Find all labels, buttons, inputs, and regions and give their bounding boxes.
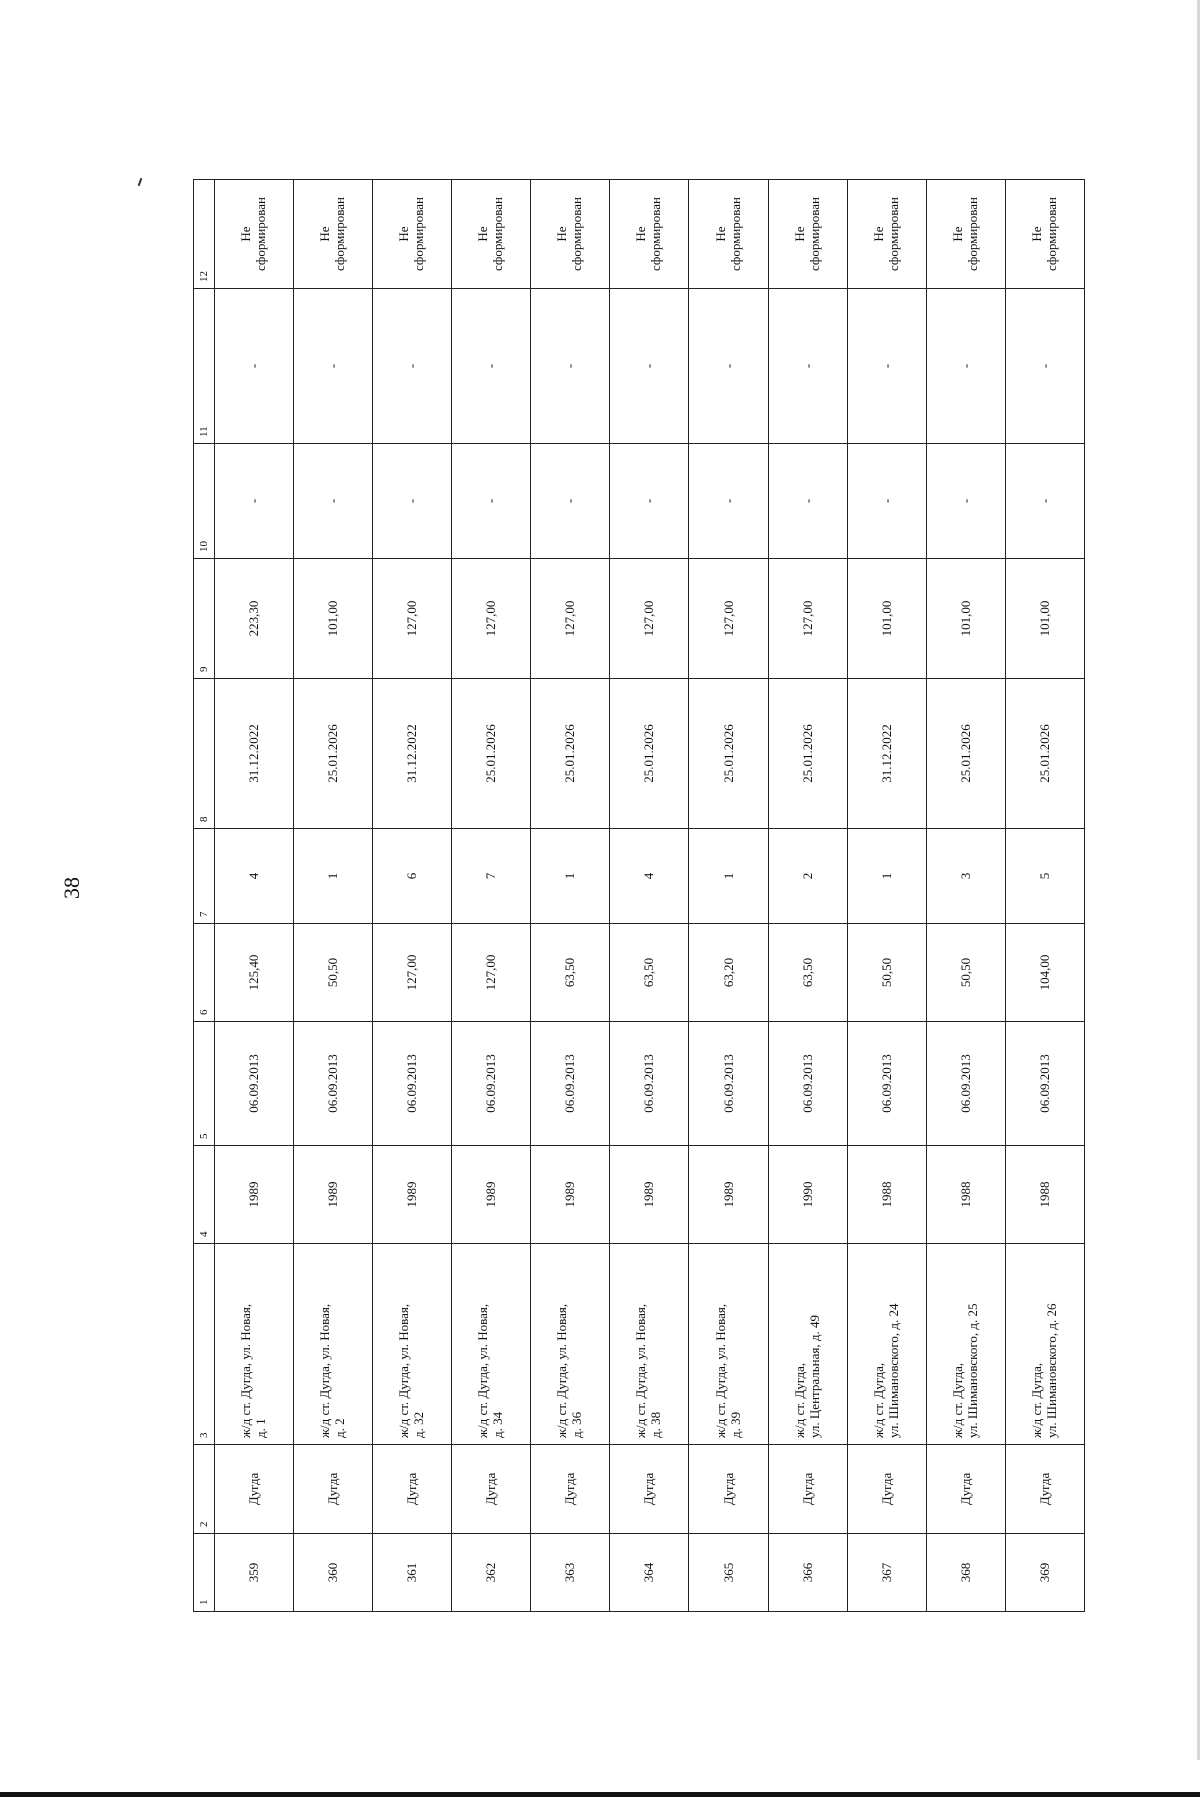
status-line-1: Не: [949, 226, 965, 242]
cell-year: 1989: [215, 1146, 294, 1244]
cell-locality: Дугда: [768, 1445, 847, 1534]
housing-register-table: [193, 179, 1085, 1612]
cell-locality: Дугда: [215, 1445, 294, 1534]
cell-locality: Дугда: [689, 1445, 768, 1534]
cell-col11: -: [294, 289, 373, 444]
cell-address: [373, 1244, 452, 1445]
status-line-2: сформирован: [332, 196, 348, 272]
cell-number: 362: [452, 1534, 531, 1612]
cell-area: 127,00: [452, 924, 531, 1022]
cell-count: 1: [847, 829, 926, 924]
cell-col10: -: [610, 444, 689, 559]
cell-number: 359: [215, 1534, 294, 1612]
table-row: [689, 180, 768, 1612]
cell-col10: -: [1005, 444, 1084, 559]
status-line-1: Не: [396, 226, 412, 242]
cell-deadline: 31.12.2022: [215, 679, 294, 829]
cell-address: [215, 1244, 294, 1445]
cell-number: 365: [689, 1534, 768, 1612]
column-header-5: 5: [194, 1022, 215, 1146]
cell-locality: Дугда: [1005, 1445, 1084, 1534]
cell-deadline: 31.12.2022: [373, 679, 452, 829]
address-line-1: ж/д ст. Дугда, ул. Новая,: [317, 1303, 333, 1438]
cell-total-area: 127,00: [531, 559, 610, 679]
table-row: [373, 180, 452, 1612]
cell-number: 367: [847, 1534, 926, 1612]
cell-year: 1988: [926, 1146, 1005, 1244]
cell-year: 1989: [689, 1146, 768, 1244]
cell-number: 363: [531, 1534, 610, 1612]
cell-col11: -: [1005, 289, 1084, 444]
cell-total-area: 127,00: [768, 559, 847, 679]
cell-col11: -: [768, 289, 847, 444]
cell-status: [215, 180, 294, 289]
cell-deadline: 25.01.2026: [610, 679, 689, 829]
scan-edge-bottom: [0, 1792, 1200, 1797]
cell-count: 1: [294, 829, 373, 924]
column-header-8: 8: [194, 679, 215, 829]
address-line-1: ж/д ст. Дугда,: [949, 1362, 965, 1438]
cell-year: 1990: [768, 1146, 847, 1244]
status-line-2: сформирован: [411, 196, 427, 272]
cell-year: 1988: [1005, 1146, 1084, 1244]
cell-count: 6: [373, 829, 452, 924]
status-line-1: Не: [238, 226, 254, 242]
cell-area: 63,50: [768, 924, 847, 1022]
cell-date: 06.09.2013: [926, 1022, 1005, 1146]
column-header-6: 6: [194, 924, 215, 1022]
header-row: [194, 180, 215, 1612]
cell-count: 1: [531, 829, 610, 924]
cell-year: 1989: [294, 1146, 373, 1244]
status-line-2: сформирован: [1043, 196, 1059, 272]
cell-area: 50,50: [847, 924, 926, 1022]
cell-col11: -: [847, 289, 926, 444]
cell-year: 1988: [847, 1146, 926, 1244]
address-line-1: ж/д ст. Дугда, ул. Новая,: [238, 1303, 254, 1438]
cell-area: 50,50: [294, 924, 373, 1022]
address-line-2: д. 38: [648, 1411, 664, 1438]
cell-status: [847, 180, 926, 289]
cell-area: 63,50: [531, 924, 610, 1022]
cell-col10: -: [847, 444, 926, 559]
cell-total-area: 101,00: [1005, 559, 1084, 679]
cell-address: [847, 1244, 926, 1445]
table-row: [610, 180, 689, 1612]
cell-year: 1989: [373, 1146, 452, 1244]
cell-locality: Дугда: [847, 1445, 926, 1534]
address-line-2: ул. Центральная, д. 49: [806, 1315, 822, 1438]
cell-status: [531, 180, 610, 289]
address-line-1: ж/д ст. Дугда,: [791, 1362, 807, 1438]
cell-address: [531, 1244, 610, 1445]
cell-deadline: 31.12.2022: [847, 679, 926, 829]
address-line-1: ж/д ст. Дугда, ул. Новая,: [554, 1303, 570, 1438]
cell-year: 1989: [452, 1146, 531, 1244]
cell-count: 3: [926, 829, 1005, 924]
cell-number: 360: [294, 1534, 373, 1612]
column-header-10: 10: [194, 444, 215, 559]
cell-year: 1989: [610, 1146, 689, 1244]
cell-status: [452, 180, 531, 289]
table-row: [452, 180, 531, 1612]
cell-number: 369: [1005, 1534, 1084, 1612]
cell-date: 06.09.2013: [373, 1022, 452, 1146]
cell-status: [373, 180, 452, 289]
cell-locality: Дугда: [294, 1445, 373, 1534]
cell-status: [926, 180, 1005, 289]
column-header-1: 1: [194, 1534, 215, 1612]
cell-col11: -: [926, 289, 1005, 444]
cell-col10: -: [294, 444, 373, 559]
column-header-12: 12: [194, 180, 215, 289]
status-line-1: Не: [554, 226, 570, 242]
column-header-11: 11: [194, 289, 215, 444]
cell-address: [610, 1244, 689, 1445]
cell-total-area: 127,00: [610, 559, 689, 679]
cell-address: [294, 1244, 373, 1445]
cell-count: 4: [215, 829, 294, 924]
address-line-2: д. 36: [569, 1411, 585, 1438]
address-line-1: ж/д ст. Дугда,: [870, 1362, 886, 1438]
rotated-table-wrapper: [193, 180, 1085, 1612]
address-line-2: ул. Шимановского, д. 26: [1043, 1303, 1059, 1438]
cell-total-area: 101,00: [847, 559, 926, 679]
cell-col10: -: [373, 444, 452, 559]
status-line-2: сформирован: [727, 196, 743, 272]
cell-date: 06.09.2013: [768, 1022, 847, 1146]
status-line-1: Не: [317, 226, 333, 242]
cell-col11: -: [610, 289, 689, 444]
cell-number: 366: [768, 1534, 847, 1612]
cell-col10: -: [215, 444, 294, 559]
cell-count: 5: [1005, 829, 1084, 924]
stray-mark: [138, 178, 143, 186]
table-body: [215, 180, 1085, 1612]
cell-date: 06.09.2013: [610, 1022, 689, 1146]
cell-status: [294, 180, 373, 289]
status-line-2: сформирован: [964, 196, 980, 272]
cell-locality: Дугда: [610, 1445, 689, 1534]
cell-col11: -: [373, 289, 452, 444]
cell-count: 2: [768, 829, 847, 924]
cell-total-area: 127,00: [689, 559, 768, 679]
column-header-3: 3: [194, 1244, 215, 1445]
cell-count: 7: [452, 829, 531, 924]
status-line-2: сформирован: [806, 196, 822, 272]
column-header-2: 2: [194, 1445, 215, 1534]
cell-area: 127,00: [373, 924, 452, 1022]
cell-deadline: 25.01.2026: [689, 679, 768, 829]
status-line-1: Не: [791, 226, 807, 242]
status-line-1: Не: [633, 226, 649, 242]
cell-date: 06.09.2013: [531, 1022, 610, 1146]
cell-col11: -: [452, 289, 531, 444]
status-line-2: сформирован: [885, 196, 901, 272]
cell-count: 1: [689, 829, 768, 924]
status-line-2: сформирован: [490, 196, 506, 272]
status-line-1: Не: [870, 226, 886, 242]
cell-area: 50,50: [926, 924, 1005, 1022]
cell-locality: Дугда: [373, 1445, 452, 1534]
cell-deadline: 25.01.2026: [1005, 679, 1084, 829]
cell-deadline: 25.01.2026: [531, 679, 610, 829]
status-line-2: сформирован: [648, 196, 664, 272]
cell-number: 361: [373, 1534, 452, 1612]
cell-col10: -: [531, 444, 610, 559]
cell-status: [768, 180, 847, 289]
cell-address: [768, 1244, 847, 1445]
status-line-1: Не: [712, 226, 728, 242]
table-row: [531, 180, 610, 1612]
cell-deadline: 25.01.2026: [926, 679, 1005, 829]
cell-col10: -: [926, 444, 1005, 559]
cell-area: 104,00: [1005, 924, 1084, 1022]
cell-number: 368: [926, 1534, 1005, 1612]
address-line-2: д. 32: [411, 1411, 427, 1438]
cell-total-area: 223,30: [215, 559, 294, 679]
cell-address: [452, 1244, 531, 1445]
cell-deadline: 25.01.2026: [294, 679, 373, 829]
address-line-2: д. 2: [332, 1418, 348, 1438]
page-number: 38: [59, 877, 84, 899]
column-header-4: 4: [194, 1146, 215, 1244]
cell-area: 125,40: [215, 924, 294, 1022]
address-line-2: ул. Шимановского, д. 24: [885, 1303, 901, 1438]
cell-total-area: 127,00: [373, 559, 452, 679]
cell-count: 4: [610, 829, 689, 924]
table-row: [926, 180, 1005, 1612]
column-header-9: 9: [194, 559, 215, 679]
status-line-1: Не: [1028, 226, 1044, 242]
cell-col11: -: [215, 289, 294, 444]
cell-status: [1005, 180, 1084, 289]
cell-total-area: 127,00: [452, 559, 531, 679]
cell-locality: Дугда: [926, 1445, 1005, 1534]
address-line-1: ж/д ст. Дугда, ул. Новая,: [475, 1303, 491, 1438]
cell-status: [689, 180, 768, 289]
cell-col10: -: [768, 444, 847, 559]
address-line-2: д. 34: [490, 1411, 506, 1438]
address-line-1: ж/д ст. Дугда, ул. Новая,: [633, 1303, 649, 1438]
status-line-1: Не: [475, 226, 491, 242]
address-line-1: ж/д ст. Дугда,: [1028, 1362, 1044, 1438]
cell-address: [689, 1244, 768, 1445]
cell-address: [926, 1244, 1005, 1445]
cell-date: 06.09.2013: [847, 1022, 926, 1146]
cell-col10: -: [689, 444, 768, 559]
cell-area: 63,50: [610, 924, 689, 1022]
cell-area: 63,20: [689, 924, 768, 1022]
table-row: [215, 180, 294, 1612]
cell-deadline: 25.01.2026: [452, 679, 531, 829]
table-container: [193, 180, 1085, 1612]
cell-address: [1005, 1244, 1084, 1445]
cell-locality: Дугда: [452, 1445, 531, 1534]
cell-date: 06.09.2013: [452, 1022, 531, 1146]
cell-date: 06.09.2013: [215, 1022, 294, 1146]
cell-col11: -: [531, 289, 610, 444]
cell-date: 06.09.2013: [689, 1022, 768, 1146]
table-row: [847, 180, 926, 1612]
address-line-2: д. 1: [253, 1418, 269, 1438]
cell-locality: Дугда: [531, 1445, 610, 1534]
cell-total-area: 101,00: [294, 559, 373, 679]
table-row: [294, 180, 373, 1612]
status-line-2: сформирован: [253, 196, 269, 272]
cell-number: 364: [610, 1534, 689, 1612]
cell-year: 1989: [531, 1146, 610, 1244]
table-row: [1005, 180, 1084, 1612]
column-header-7: 7: [194, 829, 215, 924]
cell-total-area: 101,00: [926, 559, 1005, 679]
cell-deadline: 25.01.2026: [768, 679, 847, 829]
cell-col11: -: [689, 289, 768, 444]
cell-status: [610, 180, 689, 289]
table-row: [768, 180, 847, 1612]
address-line-1: ж/д ст. Дугда, ул. Новая,: [712, 1303, 728, 1438]
cell-date: 06.09.2013: [294, 1022, 373, 1146]
status-line-2: сформирован: [569, 196, 585, 272]
cell-col10: -: [452, 444, 531, 559]
address-line-1: ж/д ст. Дугда, ул. Новая,: [396, 1303, 412, 1438]
address-line-2: д. 39: [727, 1411, 743, 1438]
cell-date: 06.09.2013: [1005, 1022, 1084, 1146]
address-line-2: ул. Шимановского, д. 25: [964, 1303, 980, 1438]
